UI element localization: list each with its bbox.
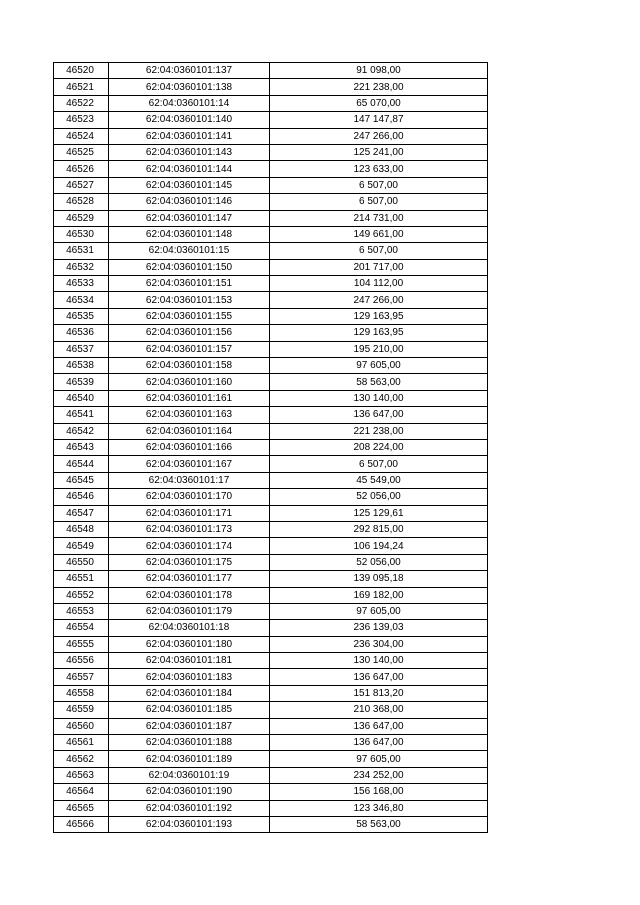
table-row [54,390,488,406]
cadastral-value-cell: 123 346,80 [270,800,488,816]
cadastral-number-cell: 62:04:0360101:17 [109,472,270,488]
row-number-cell: 46541 [54,407,109,423]
table-row [54,620,488,636]
cadastral-value-cell: 58 563,00 [270,816,488,832]
row-number-cell: 46530 [54,226,109,242]
row-number-cell: 46563 [54,767,109,783]
table-row [54,521,488,537]
cadastral-value-cell: 221 238,00 [270,79,488,95]
cadastral-value-cell: 130 140,00 [270,653,488,669]
cadastral-value-cell: 236 304,00 [270,636,488,652]
table-row [54,439,488,455]
cadastral-value-cell: 247 266,00 [270,128,488,144]
row-number-cell: 46549 [54,538,109,554]
cadastral-value-cell: 129 163,95 [270,325,488,341]
cadastral-value-cell: 91 098,00 [270,63,488,79]
cadastral-number-cell: 62:04:0360101:137 [109,63,270,79]
row-number-cell: 46521 [54,79,109,95]
table-row [54,63,488,79]
cadastral-value-cell: 136 647,00 [270,407,488,423]
table-row [54,587,488,603]
row-number-cell: 46524 [54,128,109,144]
table-row [54,718,488,734]
table-row [54,243,488,259]
cadastral-number-cell: 62:04:0360101:192 [109,800,270,816]
cadastral-value-cell: 123 633,00 [270,161,488,177]
cadastral-value-cell: 201 717,00 [270,259,488,275]
cadastral-number-cell: 62:04:0360101:150 [109,259,270,275]
cadastral-value-cell: 125 241,00 [270,144,488,160]
table-row [54,374,488,390]
row-number-cell: 46534 [54,292,109,308]
cadastral-value-table [53,62,488,833]
table-row [54,79,488,95]
row-number-cell: 46543 [54,439,109,455]
row-number-cell: 46540 [54,390,109,406]
cadastral-number-cell: 62:04:0360101:180 [109,636,270,652]
table-row [54,210,488,226]
table-row [54,456,488,472]
cadastral-number-cell: 62:04:0360101:167 [109,456,270,472]
cadastral-number-cell: 62:04:0360101:148 [109,226,270,242]
cadastral-value-cell: 65 070,00 [270,95,488,111]
table-row [54,636,488,652]
row-number-cell: 46533 [54,276,109,292]
table-row [54,259,488,275]
table-row [54,816,488,832]
cadastral-value-cell: 234 252,00 [270,767,488,783]
cadastral-value-cell: 97 605,00 [270,751,488,767]
cadastral-number-cell: 62:04:0360101:18 [109,620,270,636]
row-number-cell: 46526 [54,161,109,177]
cadastral-value-cell: 58 563,00 [270,374,488,390]
row-number-cell: 46523 [54,112,109,128]
table-row [54,325,488,341]
table-row [54,276,488,292]
row-number-cell: 46560 [54,718,109,734]
cadastral-number-cell: 62:04:0360101:19 [109,767,270,783]
cadastral-number-cell: 62:04:0360101:171 [109,505,270,521]
row-number-cell: 46522 [54,95,109,111]
cadastral-number-cell: 62:04:0360101:193 [109,816,270,832]
table-row [54,177,488,193]
cadastral-value-cell: 6 507,00 [270,177,488,193]
row-number-cell: 46566 [54,816,109,832]
cadastral-number-cell: 62:04:0360101:181 [109,653,270,669]
table-row [54,423,488,439]
cadastral-number-cell: 62:04:0360101:147 [109,210,270,226]
table-row [54,341,488,357]
table-row [54,112,488,128]
cadastral-value-cell: 6 507,00 [270,456,488,472]
row-number-cell: 46552 [54,587,109,603]
cadastral-number-cell: 62:04:0360101:156 [109,325,270,341]
cadastral-number-cell: 62:04:0360101:155 [109,308,270,324]
row-number-cell: 46561 [54,735,109,751]
cadastral-number-cell: 62:04:0360101:138 [109,79,270,95]
cadastral-value-cell: 247 266,00 [270,292,488,308]
cadastral-number-cell: 62:04:0360101:146 [109,194,270,210]
table-row [54,669,488,685]
cadastral-number-cell: 62:04:0360101:158 [109,358,270,374]
cadastral-number-cell: 62:04:0360101:175 [109,554,270,570]
table-row [54,194,488,210]
table-row [54,161,488,177]
cadastral-number-cell: 62:04:0360101:14 [109,95,270,111]
row-number-cell: 46551 [54,571,109,587]
row-number-cell: 46536 [54,325,109,341]
cadastral-number-cell: 62:04:0360101:184 [109,685,270,701]
table-body [54,63,488,833]
cadastral-value-cell: 130 140,00 [270,390,488,406]
cadastral-number-cell: 62:04:0360101:178 [109,587,270,603]
cadastral-value-cell: 125 129,61 [270,505,488,521]
row-number-cell: 46531 [54,243,109,259]
cadastral-number-cell: 62:04:0360101:140 [109,112,270,128]
cadastral-value-cell: 292 815,00 [270,521,488,537]
row-number-cell: 46557 [54,669,109,685]
cadastral-number-cell: 62:04:0360101:179 [109,603,270,619]
table-row [54,603,488,619]
row-number-cell: 46556 [54,653,109,669]
cadastral-number-cell: 62:04:0360101:141 [109,128,270,144]
cadastral-number-cell: 62:04:0360101:170 [109,489,270,505]
table-row [54,702,488,718]
table-row [54,505,488,521]
table-row [54,144,488,160]
cadastral-value-cell: 104 112,00 [270,276,488,292]
table-row [54,489,488,505]
table-row [54,554,488,570]
table-row [54,571,488,587]
cadastral-number-cell: 62:04:0360101:157 [109,341,270,357]
row-number-cell: 46562 [54,751,109,767]
table-row [54,292,488,308]
cadastral-value-cell: 52 056,00 [270,489,488,505]
table-row [54,95,488,111]
cadastral-number-cell: 62:04:0360101:190 [109,784,270,800]
cadastral-value-cell: 214 731,00 [270,210,488,226]
cadastral-value-cell: 221 238,00 [270,423,488,439]
row-number-cell: 46550 [54,554,109,570]
table-row [54,538,488,554]
row-number-cell: 46535 [54,308,109,324]
table-row [54,358,488,374]
cadastral-number-cell: 62:04:0360101:15 [109,243,270,259]
row-number-cell: 46554 [54,620,109,636]
cadastral-number-cell: 62:04:0360101:145 [109,177,270,193]
cadastral-number-cell: 62:04:0360101:161 [109,390,270,406]
table-row [54,407,488,423]
row-number-cell: 46544 [54,456,109,472]
row-number-cell: 46525 [54,144,109,160]
cadastral-number-cell: 62:04:0360101:143 [109,144,270,160]
cadastral-value-cell: 208 224,00 [270,439,488,455]
cadastral-value-cell: 139 095,18 [270,571,488,587]
row-number-cell: 46564 [54,784,109,800]
cadastral-number-cell: 62:04:0360101:185 [109,702,270,718]
cadastral-number-cell: 62:04:0360101:144 [109,161,270,177]
table-row [54,472,488,488]
row-number-cell: 46528 [54,194,109,210]
table-row [54,735,488,751]
row-number-cell: 46539 [54,374,109,390]
cadastral-number-cell: 62:04:0360101:177 [109,571,270,587]
cadastral-number-cell: 62:04:0360101:187 [109,718,270,734]
row-number-cell: 46537 [54,341,109,357]
row-number-cell: 46532 [54,259,109,275]
row-number-cell: 46545 [54,472,109,488]
cadastral-number-cell: 62:04:0360101:189 [109,751,270,767]
cadastral-value-cell: 151 813,20 [270,685,488,701]
row-number-cell: 46529 [54,210,109,226]
cadastral-value-cell: 45 549,00 [270,472,488,488]
cadastral-value-cell: 210 368,00 [270,702,488,718]
cadastral-number-cell: 62:04:0360101:166 [109,439,270,455]
row-number-cell: 46565 [54,800,109,816]
cadastral-number-cell: 62:04:0360101:164 [109,423,270,439]
cadastral-value-cell: 156 168,00 [270,784,488,800]
cadastral-value-cell: 6 507,00 [270,194,488,210]
table-row [54,128,488,144]
cadastral-value-cell: 52 056,00 [270,554,488,570]
cadastral-number-cell: 62:04:0360101:173 [109,521,270,537]
cadastral-value-cell: 147 147,87 [270,112,488,128]
row-number-cell: 46558 [54,685,109,701]
table-row [54,800,488,816]
cadastral-number-cell: 62:04:0360101:153 [109,292,270,308]
row-number-cell: 46559 [54,702,109,718]
cadastral-value-cell: 97 605,00 [270,603,488,619]
cadastral-value-cell: 169 182,00 [270,587,488,603]
row-number-cell: 46547 [54,505,109,521]
table-row [54,685,488,701]
cadastral-number-cell: 62:04:0360101:188 [109,735,270,751]
table-row [54,308,488,324]
cadastral-value-cell: 136 647,00 [270,669,488,685]
row-number-cell: 46555 [54,636,109,652]
row-number-cell: 46520 [54,63,109,79]
cadastral-number-cell: 62:04:0360101:183 [109,669,270,685]
cadastral-value-cell: 195 210,00 [270,341,488,357]
row-number-cell: 46548 [54,521,109,537]
row-number-cell: 46546 [54,489,109,505]
cadastral-number-cell: 62:04:0360101:160 [109,374,270,390]
cadastral-number-cell: 62:04:0360101:163 [109,407,270,423]
cadastral-value-cell: 6 507,00 [270,243,488,259]
cadastral-number-cell: 62:04:0360101:174 [109,538,270,554]
cadastral-value-cell: 136 647,00 [270,718,488,734]
row-number-cell: 46527 [54,177,109,193]
cadastral-value-cell: 149 661,00 [270,226,488,242]
table-row [54,784,488,800]
cadastral-value-cell: 106 194,24 [270,538,488,554]
cadastral-value-cell: 129 163,95 [270,308,488,324]
cadastral-value-cell: 236 139,03 [270,620,488,636]
cadastral-number-cell: 62:04:0360101:151 [109,276,270,292]
table-row [54,653,488,669]
cadastral-value-cell: 136 647,00 [270,735,488,751]
table-row [54,226,488,242]
row-number-cell: 46553 [54,603,109,619]
row-number-cell: 46542 [54,423,109,439]
table-row [54,767,488,783]
cadastral-value-cell: 97 605,00 [270,358,488,374]
row-number-cell: 46538 [54,358,109,374]
table-row [54,751,488,767]
